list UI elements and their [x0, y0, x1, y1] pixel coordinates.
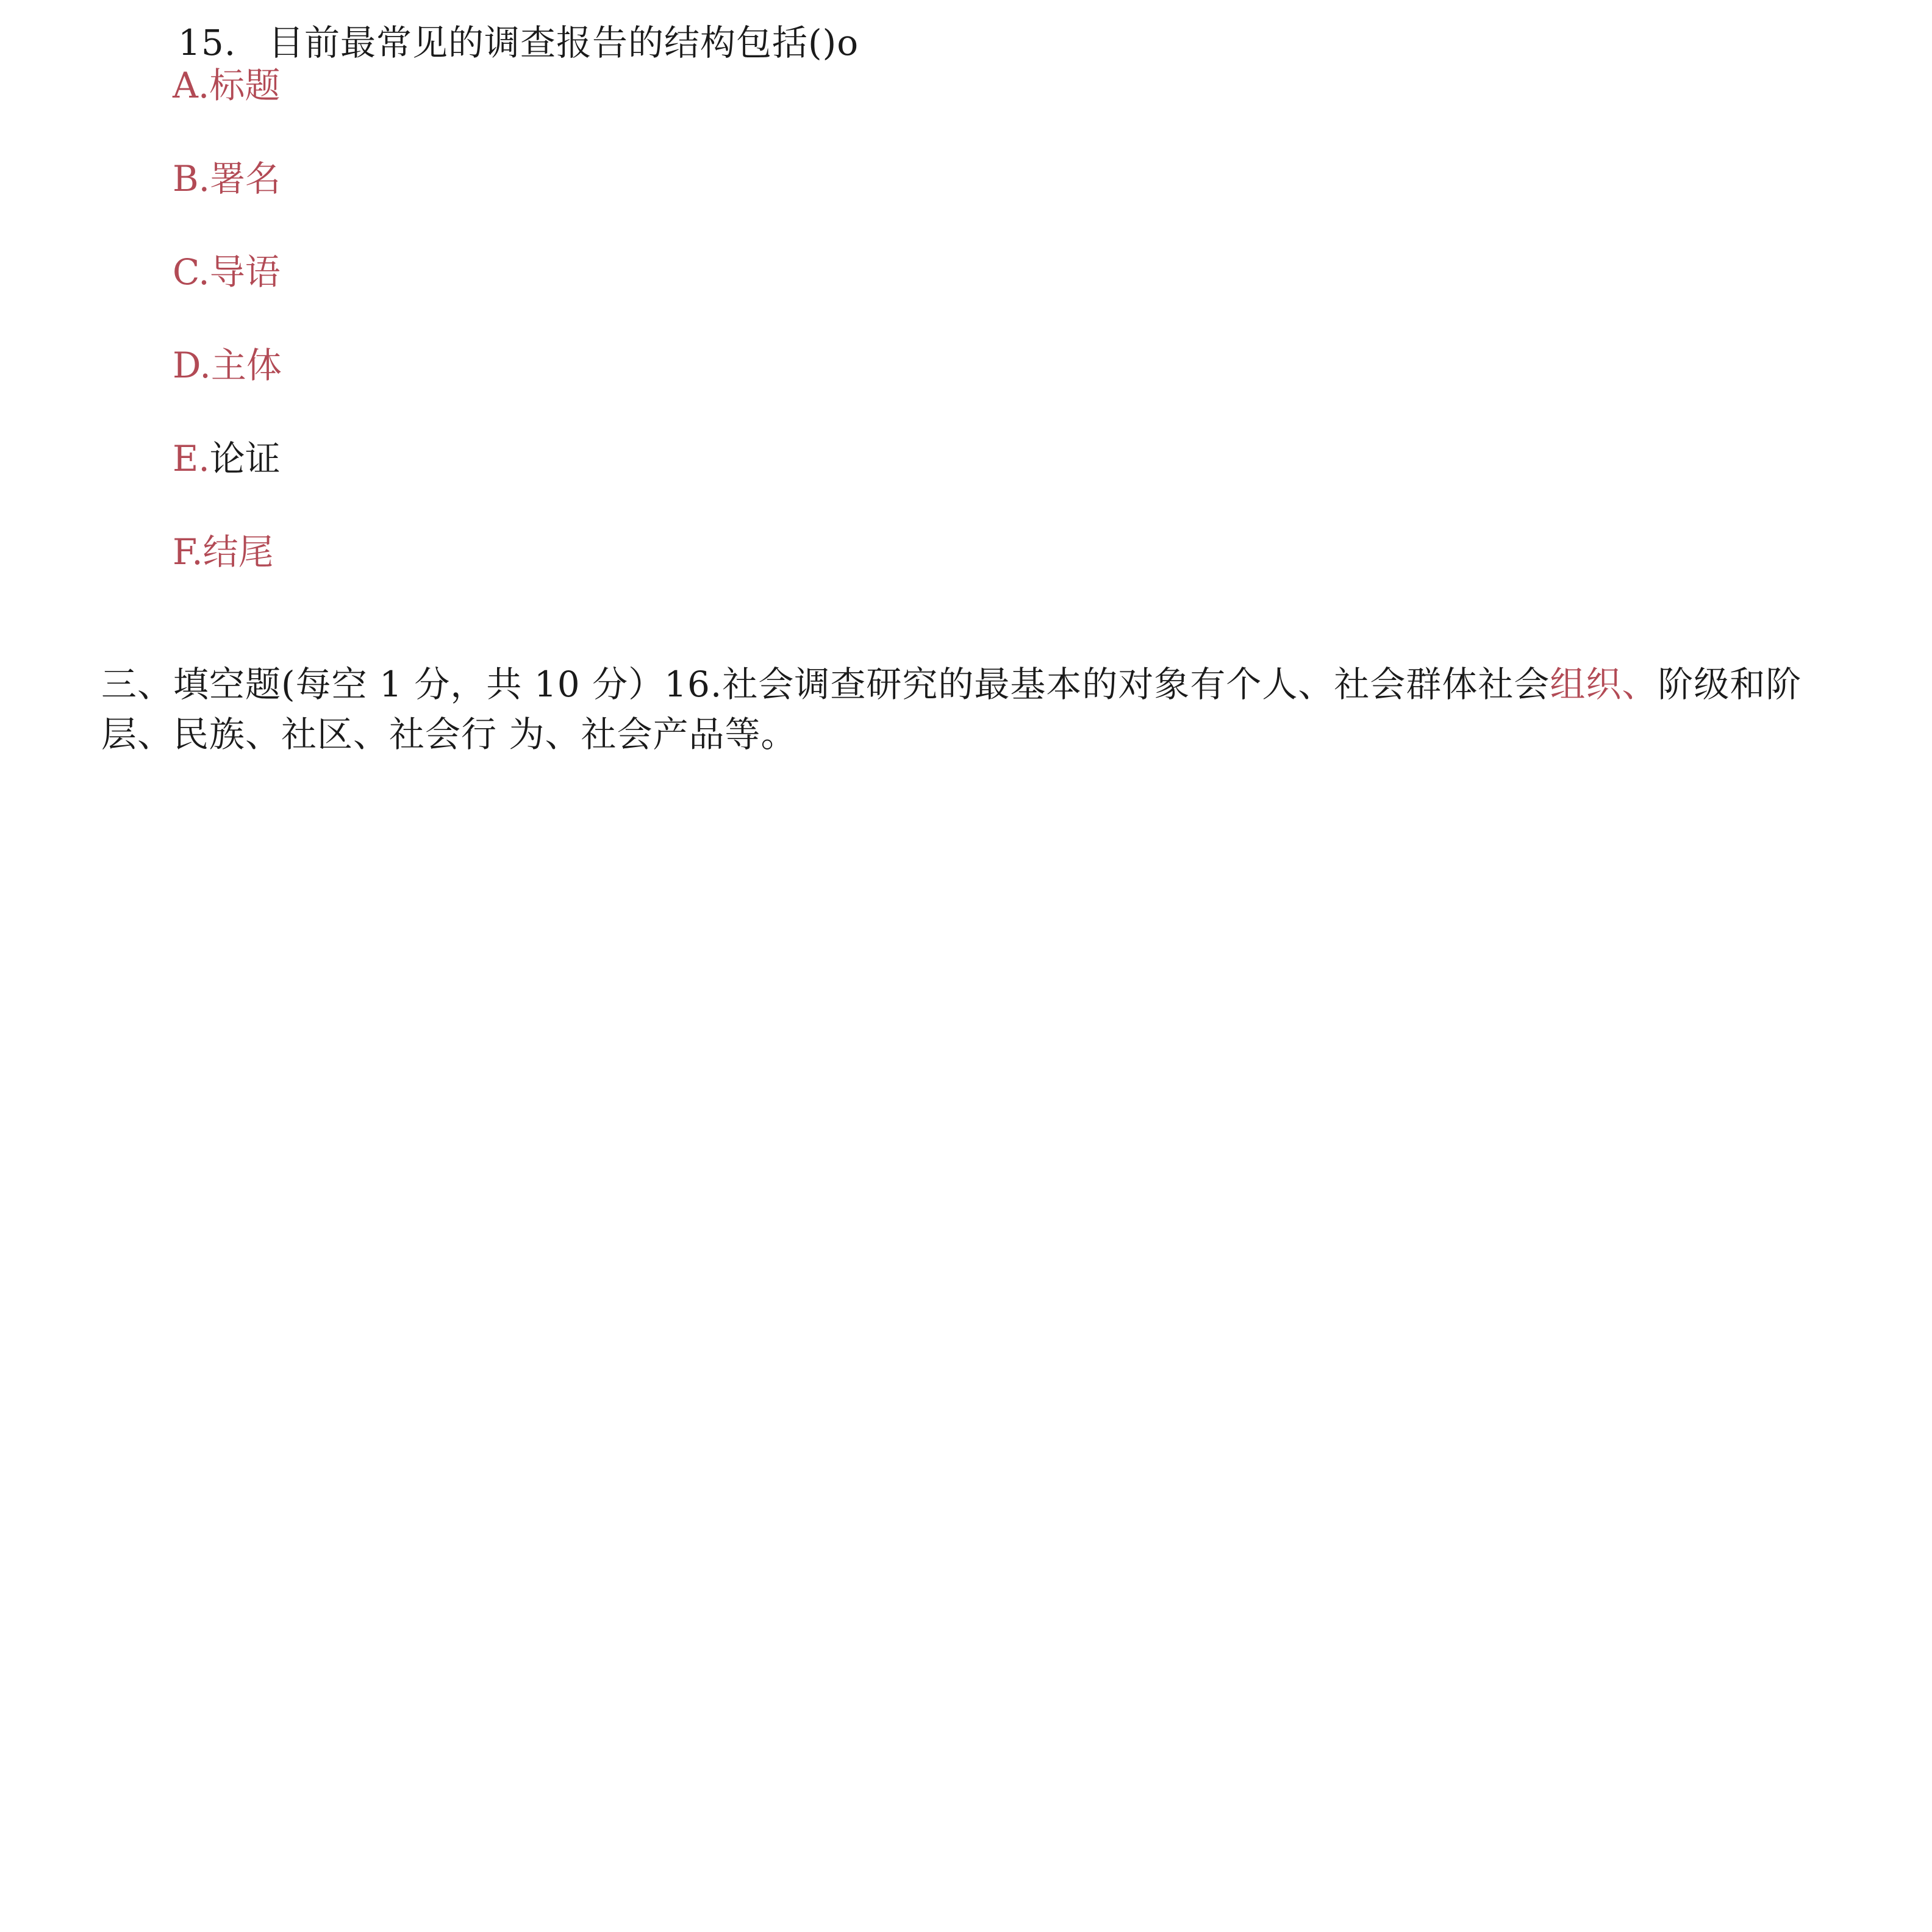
option-text: 结尾 — [202, 531, 274, 573]
question-number: 15. — [178, 22, 237, 63]
option-letter: A. — [173, 65, 210, 106]
option-letter: B. — [173, 158, 210, 199]
answer-highlight: 组织、 — [1550, 664, 1658, 705]
option-letter: C. — [173, 251, 210, 293]
option-letter: E. — [173, 438, 210, 479]
option-text: 论证 — [209, 438, 281, 479]
option-letter: F. — [173, 531, 203, 573]
option-c[interactable] — [173, 248, 282, 341]
option-text: 主体 — [210, 345, 282, 386]
option-text: 导语 — [209, 251, 281, 293]
option-b[interactable] — [173, 154, 282, 248]
question-stem-text: 目前最常见的调查报告的结构包括()o — [268, 22, 859, 63]
section-text-end: 阶级和阶层、民族、社区、社会行 为、社会产品等。 — [101, 664, 1802, 755]
question-15-stem — [178, 18, 859, 67]
option-text: 标题 — [209, 65, 281, 106]
option-a[interactable] — [173, 61, 282, 154]
option-text: 署名 — [210, 158, 281, 199]
fill-in-blank-section — [101, 659, 1833, 759]
option-letter: D. — [173, 345, 211, 386]
option-d[interactable] — [173, 341, 282, 434]
option-e[interactable] — [173, 434, 282, 528]
question-15-options — [173, 61, 282, 621]
section-text-start: 三、填空题(每空 1 分，共 10 分）16.社会调查研究的最基本的对象有个人、社会群体社会 — [101, 664, 1550, 705]
option-f[interactable] — [173, 528, 282, 621]
